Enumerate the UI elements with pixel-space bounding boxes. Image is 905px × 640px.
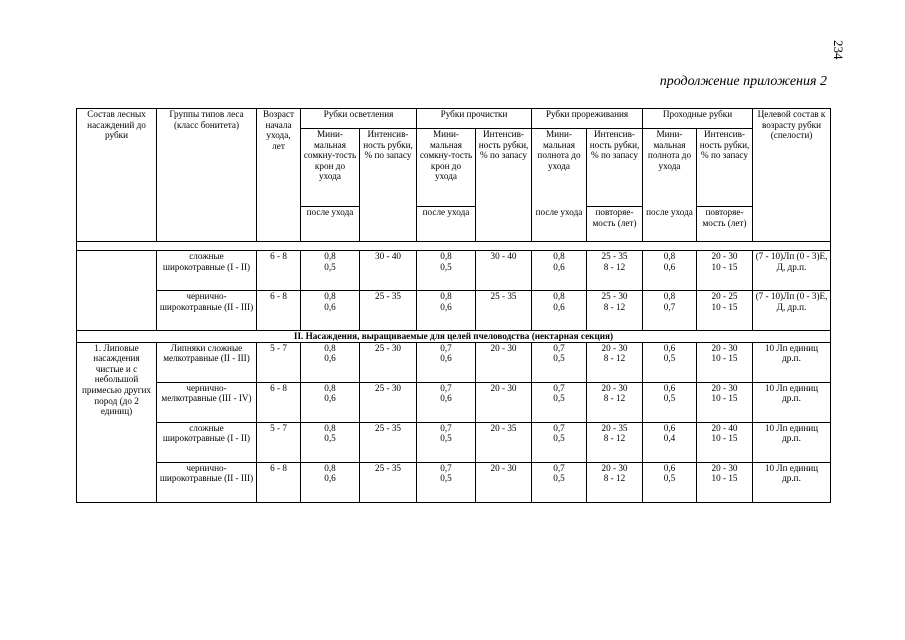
proz-intensity-value: 8 - 12	[603, 433, 626, 444]
prokh-density-cell	[643, 291, 697, 331]
header-after: после ухода	[643, 207, 697, 242]
header-composition: Состав лесных насаждений до рубки	[77, 109, 157, 242]
table-row	[77, 251, 831, 291]
osv-density-cell	[301, 382, 360, 422]
age-value: 5 - 7	[270, 422, 287, 433]
header-prokh: Проходные рубки	[643, 109, 753, 129]
prokh-density-value: 0,6	[663, 261, 676, 272]
pro-density-cell	[417, 251, 476, 291]
pro-density-value: 0,6	[440, 353, 452, 364]
pro-intensity-value: 20 - 35	[490, 422, 517, 433]
proz-intensity-value: 8 - 12	[603, 393, 626, 404]
pro-density-value: 0,7	[440, 462, 452, 473]
proz-intensity-value: 20 - 35	[601, 422, 628, 433]
proz-intensity-value: 20 - 30	[601, 462, 628, 473]
target-cell	[753, 291, 831, 331]
forest-type-cell	[157, 342, 257, 382]
forest-type-value: Липняки сложные мелкотравные (II - III)	[163, 342, 250, 364]
table-row	[77, 291, 831, 331]
group-cell	[77, 251, 157, 331]
osv-density-value: 0,6	[324, 393, 336, 404]
prokh-intensity-value: 10 - 15	[711, 353, 738, 364]
pro-density-value: 0,6	[440, 393, 452, 404]
pro-density-value: 0,5	[440, 261, 452, 272]
target-value: 10 Лп единиц др.п.	[764, 342, 819, 364]
pro-intensity-cell	[476, 462, 532, 502]
age-cell	[257, 382, 301, 422]
prokh-density-value: 0,7	[663, 301, 676, 312]
prokh-density-cell	[643, 462, 697, 502]
osv-intensity-value: 25 - 35	[374, 422, 402, 433]
table-row	[77, 462, 831, 502]
pro-density-cell	[417, 291, 476, 331]
pro-intensity-value: 25 - 35	[490, 291, 517, 301]
osv-intensity-value: 25 - 35	[374, 462, 402, 473]
proz-intensity-cell	[587, 422, 643, 462]
osv-density-cell	[301, 342, 360, 382]
prokh-density-value: 0,5	[663, 393, 676, 404]
header-osv: Рубки осветления	[301, 109, 417, 129]
prokh-density-value: 0,5	[663, 353, 676, 364]
header-repeat: повторяе-мость (лет)	[587, 207, 643, 242]
osv-intensity-cell	[360, 291, 417, 331]
pro-intensity-cell	[476, 342, 532, 382]
page-number: 234	[831, 40, 846, 60]
proz-intensity-value: 25 - 30	[601, 291, 628, 301]
age-cell	[257, 422, 301, 462]
osv-density-cell	[301, 291, 360, 331]
table-body	[77, 251, 831, 503]
prokh-density-cell	[643, 342, 697, 382]
pro-intensity-value: 20 - 30	[490, 462, 517, 473]
pro-density-cell	[417, 382, 476, 422]
age-cell	[257, 251, 301, 291]
forest-type-value: чернично-мелкотравные (III - IV)	[161, 382, 252, 404]
prokh-intensity-value: 10 - 15	[711, 301, 738, 312]
prokh-intensity-cell	[697, 342, 753, 382]
pro-intensity-cell	[476, 291, 532, 331]
target-cell	[753, 462, 831, 502]
osv-intensity-cell	[360, 422, 417, 462]
header-repeat: повторяе-мость (лет)	[697, 207, 753, 242]
prokh-density-value: 0,6	[663, 422, 676, 433]
pro-density-value: 0,7	[440, 382, 452, 393]
proz-density-cell	[532, 422, 587, 462]
group-cell: 1. Липовые насаждения чистые и с небольшой примесью других пород (до 2 единиц)	[77, 342, 157, 502]
osv-density-value: 0,5	[324, 261, 336, 272]
osv-density-value: 0,5	[324, 433, 336, 444]
prokh-intensity-value: 20 - 30	[711, 462, 738, 473]
target-value: 10 Лп единиц др.п.	[764, 382, 819, 404]
osv-density-cell	[301, 462, 360, 502]
header-min-crown: Мини-мальная сомкну-тость крон до ухода	[417, 129, 476, 207]
forest-type-cell	[157, 291, 257, 331]
header-target: Целевой состав к возрасту рубки (спелости)	[753, 109, 831, 242]
pro-density-value: 0,5	[440, 433, 452, 444]
proz-density-value: 0,5	[553, 473, 565, 484]
prokh-intensity-value: 20 - 30	[711, 342, 738, 353]
proz-density-cell	[532, 251, 587, 291]
header-after: после ухода	[532, 207, 587, 242]
prokh-density-cell	[643, 422, 697, 462]
proz-density-value: 0,7	[553, 342, 565, 353]
prokh-density-value: 0,6	[663, 382, 676, 393]
pro-density-value: 0,7	[440, 342, 452, 353]
prokh-intensity-value: 20 - 25	[711, 291, 738, 301]
osv-density-cell	[301, 422, 360, 462]
prokh-density-cell	[643, 382, 697, 422]
target-value: 10 Лп единиц др.п.	[764, 462, 819, 484]
pro-density-cell	[417, 422, 476, 462]
header-intensity: Интенсив-ность рубки, % по запасу	[697, 129, 753, 207]
proz-intensity-value: 8 - 12	[603, 353, 626, 364]
age-value: 6 - 8	[270, 291, 287, 301]
pro-density-value: 0,6	[440, 301, 452, 312]
target-cell	[753, 342, 831, 382]
forest-type-cell	[157, 422, 257, 462]
header-forest-type: Группы типов леса (класс бонитета)	[157, 109, 257, 242]
pro-intensity-value: 20 - 30	[490, 382, 517, 393]
table-row	[77, 422, 831, 462]
forest-type-value: сложные широкотравные (I - II)	[162, 422, 251, 444]
proz-density-cell	[532, 342, 587, 382]
proz-intensity-value: 8 - 12	[603, 261, 626, 272]
prokh-density-cell	[643, 251, 697, 291]
osv-intensity-value: 30 - 40	[374, 251, 402, 261]
proz-density-cell	[532, 382, 587, 422]
proz-density-cell	[532, 291, 587, 331]
osv-density-value: 0,8	[324, 382, 336, 393]
prokh-intensity-value: 20 - 30	[711, 251, 738, 261]
proz-density-value: 0,7	[553, 462, 565, 473]
prokh-density-value: 0,8	[663, 291, 676, 301]
pro-intensity-cell	[476, 251, 532, 291]
table-row	[77, 382, 831, 422]
prokh-intensity-cell	[697, 251, 753, 291]
prokh-intensity-cell	[697, 422, 753, 462]
prokh-intensity-cell	[697, 462, 753, 502]
spacer-row	[77, 242, 831, 251]
forest-type-value: чернично-широкотравные (II - III)	[159, 462, 254, 484]
prokh-density-value: 0,4	[663, 433, 676, 444]
table-row	[77, 342, 831, 382]
header-min-full: Мини-мальная полнота до ухода	[643, 129, 697, 207]
prokh-intensity-value: 10 - 15	[711, 433, 738, 444]
osv-density-value: 0,6	[324, 353, 336, 364]
proz-intensity-value: 20 - 30	[601, 382, 628, 393]
header-min-full: Мини-мальная полнота до ухода	[532, 129, 587, 207]
prokh-intensity-cell	[697, 382, 753, 422]
prokh-intensity-cell	[697, 291, 753, 331]
thinning-table	[76, 108, 831, 503]
proz-intensity-value: 8 - 12	[603, 301, 626, 312]
header-intensity: Интенсив-ность рубки, % по запасу	[360, 129, 417, 242]
pro-density-value: 0,5	[440, 473, 452, 484]
osv-intensity-value: 25 - 35	[374, 291, 402, 301]
proz-density-cell	[532, 462, 587, 502]
proz-density-value: 0,7	[553, 422, 565, 433]
osv-intensity-cell	[360, 251, 417, 291]
target-value: (7 - 10)Лп (0 - 3)Е, Д, др.п.	[755, 251, 828, 272]
prokh-intensity-value: 20 - 30	[711, 382, 738, 393]
forest-type-cell	[157, 251, 257, 291]
prokh-density-value: 0,5	[663, 473, 676, 484]
proz-intensity-cell	[587, 462, 643, 502]
pro-intensity-value: 30 - 40	[490, 251, 517, 261]
age-value: 5 - 7	[270, 342, 287, 353]
age-cell	[257, 342, 301, 382]
target-cell	[753, 422, 831, 462]
section-title: II. Насаждения, выращиваемые для целей пчеловодства (нектарная секция)	[77, 331, 831, 343]
proz-density-value: 0,7	[553, 382, 565, 393]
osv-intensity-value: 25 - 30	[374, 382, 402, 393]
osv-density-value: 0,6	[324, 473, 336, 484]
proz-intensity-cell	[587, 251, 643, 291]
header-intensity: Интенсив-ность рубки, % по запасу	[587, 129, 643, 207]
proz-density-value: 0,6	[553, 261, 565, 272]
age-cell	[257, 291, 301, 331]
osv-density-value: 0,6	[324, 301, 336, 312]
header-proz: Рубки прореживания	[532, 109, 643, 129]
pro-intensity-cell	[476, 382, 532, 422]
proz-intensity-value: 20 - 30	[601, 342, 628, 353]
proz-intensity-value: 8 - 12	[603, 473, 626, 484]
proz-density-value: 0,5	[553, 433, 565, 444]
proz-density-value: 0,5	[553, 393, 565, 404]
age-value: 6 - 8	[270, 462, 287, 473]
proz-intensity-cell	[587, 291, 643, 331]
target-cell	[753, 382, 831, 422]
pro-density-value: 0,7	[440, 422, 452, 433]
proz-density-value: 0,8	[553, 291, 565, 301]
osv-density-value: 0,8	[324, 462, 336, 473]
forest-type-cell	[157, 462, 257, 502]
osv-density-value: 0,8	[324, 342, 336, 353]
age-value: 6 - 8	[270, 382, 287, 393]
forest-type-value: чернично-широкотравные (II - III)	[159, 291, 254, 312]
appendix-subtitle: продолжение приложения 2	[659, 74, 827, 89]
age-value: 6 - 8	[270, 251, 287, 261]
target-value: (7 - 10)Лп (0 - 3)Е, Д, др.п.	[755, 291, 828, 312]
header-pro: Рубки прочистки	[417, 109, 532, 129]
proz-density-value: 0,6	[553, 301, 565, 312]
proz-density-value: 0,8	[553, 251, 565, 261]
osv-intensity-value: 25 - 30	[374, 342, 402, 353]
pro-intensity-cell	[476, 422, 532, 462]
osv-density-value: 0,8	[324, 291, 336, 301]
header-after: после ухода	[301, 207, 360, 242]
prokh-density-value: 0,6	[663, 342, 676, 353]
proz-intensity-cell	[587, 342, 643, 382]
osv-intensity-cell	[360, 462, 417, 502]
age-cell	[257, 462, 301, 502]
osv-density-value: 0,8	[324, 251, 336, 261]
header-min-crown: Мини-мальная сомкну-тость крон до ухода	[301, 129, 360, 207]
osv-density-cell	[301, 251, 360, 291]
target-value: 10 Лп единиц др.п.	[764, 422, 819, 444]
prokh-intensity-value: 10 - 15	[711, 473, 738, 484]
osv-density-value: 0,8	[324, 422, 336, 433]
pro-intensity-value: 20 - 30	[490, 342, 517, 353]
proz-intensity-cell	[587, 382, 643, 422]
osv-intensity-cell	[360, 382, 417, 422]
header-age: Возраст начала ухода, лет	[257, 109, 301, 242]
header-after: после ухода	[417, 207, 476, 242]
pro-density-cell	[417, 342, 476, 382]
header-intensity: Интенсив-ность рубки, % по запасу	[476, 129, 532, 242]
prokh-intensity-value: 10 - 15	[711, 261, 738, 272]
prokh-intensity-value: 20 - 40	[711, 422, 738, 433]
forest-type-cell	[157, 382, 257, 422]
osv-intensity-cell	[360, 342, 417, 382]
target-cell	[753, 251, 831, 291]
prokh-intensity-value: 10 - 15	[711, 393, 738, 404]
proz-density-value: 0,5	[553, 353, 565, 364]
forest-type-value: сложные широкотравные (I - II)	[162, 251, 251, 272]
pro-density-cell	[417, 462, 476, 502]
prokh-density-value: 0,6	[663, 462, 676, 473]
prokh-density-value: 0,8	[663, 251, 676, 261]
proz-intensity-value: 25 - 35	[601, 251, 628, 261]
pro-density-value: 0,8	[440, 251, 452, 261]
pro-density-value: 0,8	[440, 291, 452, 301]
